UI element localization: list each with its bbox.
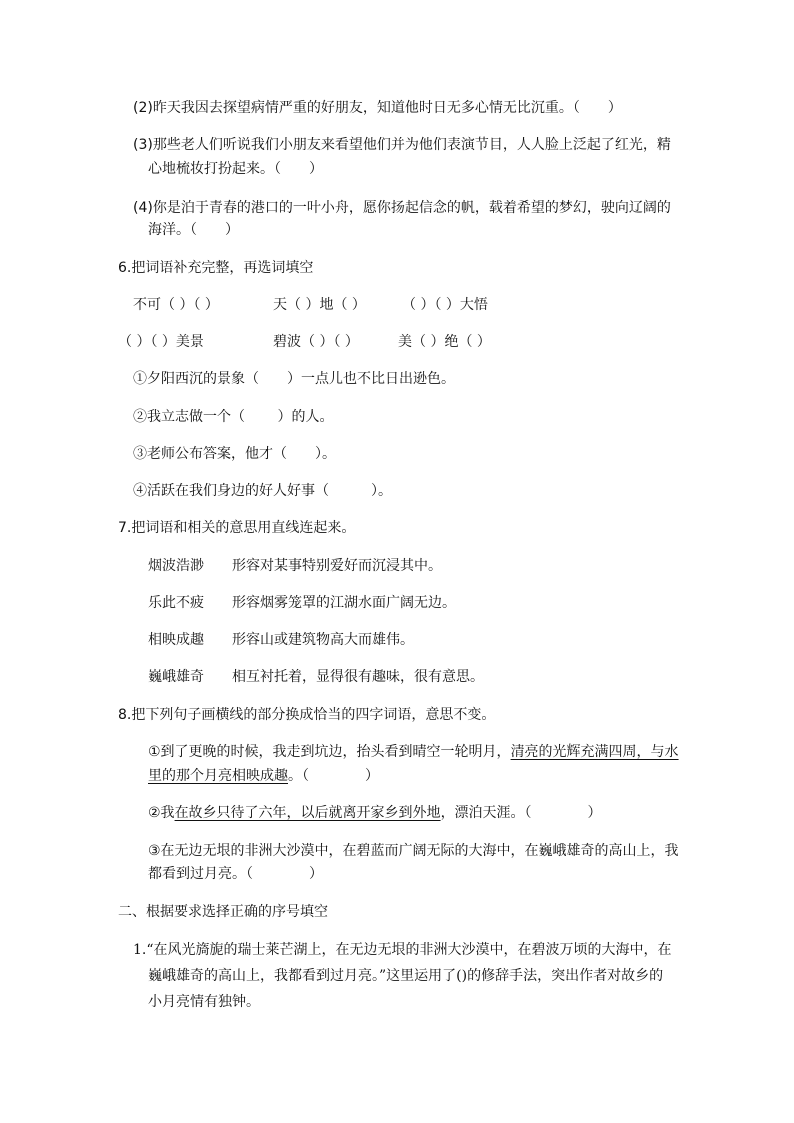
q6-blank-word-5: 碧波（ ）（ ） bbox=[273, 334, 359, 350]
q8-sentence-3-line2: 都看到过月亮。（ ） bbox=[148, 866, 323, 882]
q6-title: 6.把词语补充完整，再选词填空 bbox=[118, 260, 314, 276]
q7-meaning-2: 形容烟雾笼罩的江湖水面广阔无边。 bbox=[232, 595, 456, 611]
part2-q1-text-line2: 巍峨雄奇的高山上，我都看到过月亮。”这里运用了()的修辞手法，突出作者对故乡的 bbox=[148, 968, 664, 984]
q6-sentence-1: ①夕阳西沉的景象（ ）一点儿也不比日出逊色。 bbox=[133, 371, 455, 387]
q5-item-4-text-line1: 你是泊于青春的港口的一叶小舟，愿你扬起信念的帆，载着希望的梦幻，驶向辽阔的 bbox=[152, 200, 671, 216]
q7-word-1: 烟波浩渺 bbox=[148, 558, 204, 574]
q8-sentence-1-underlined-part1: 清亮的光辉充满四周，与水 bbox=[510, 744, 679, 760]
q6-blank-word-3: （ ）（ ）大悟 bbox=[402, 297, 488, 313]
q5-item-3-number: (3) bbox=[133, 137, 153, 153]
q7-word-4: 巍峨雄奇 bbox=[148, 669, 204, 685]
q8-sentence-2-underlined: 在故乡只待了六年，以后就离开家乡到外地 bbox=[174, 805, 441, 821]
q5-item-2-number: (2) bbox=[133, 100, 153, 116]
q5-item-4-number: (4) bbox=[133, 200, 153, 216]
q8-sentence-2 bbox=[148, 803, 602, 823]
q7-title: 7.把词语和相关的意思用直线连起来。 bbox=[118, 520, 356, 536]
q8-sentence-1-underlined-part2: 里的那个月亮相映成趣 bbox=[148, 768, 288, 784]
q7-word-2: 乐此不疲 bbox=[148, 595, 204, 611]
q6-blank-word-1: 不可（ ）（ ） bbox=[133, 297, 219, 313]
q6-sentence-2: ②我立志做一个（ ）的人。 bbox=[133, 409, 334, 425]
q6-blank-word-6: 美（ ）绝（ ） bbox=[398, 334, 491, 350]
q7-meaning-1: 形容对某事特别爱好而沉浸其中。 bbox=[232, 558, 442, 574]
part2-q1-text-line3: 小月亮情有独钟。 bbox=[148, 994, 260, 1010]
part2-q1-number: 1. bbox=[133, 942, 147, 958]
q6-blank-word-4: （ ）（ ）美景 bbox=[118, 334, 204, 350]
q8-sentence-3-line1: ③在无边无垠的非洲大沙漠中，在碧蓝而广阔无际的大海中，在巍峨雄奇的高山上，我 bbox=[148, 843, 679, 859]
q8-title: 8.把下列句子画横线的部分换成恰当的四字词语，意思不变。 bbox=[118, 707, 496, 723]
q6-blank-word-2: 天（ ）地（ ） bbox=[273, 297, 366, 313]
q8-sentence-1-prefix: ①到了更晚的时候，我走到坑边，抬头看到晴空一轮明月， bbox=[148, 744, 511, 760]
q8-sentence-1-line2 bbox=[148, 766, 379, 786]
q8-sentence-2-prefix: ②我 bbox=[148, 805, 175, 821]
q5-item-3-text-line2: 心地梳妆打扮起来。（ ） bbox=[148, 161, 323, 177]
q5-item-4 bbox=[133, 198, 671, 218]
q5-item-2 bbox=[133, 98, 622, 118]
part2-q1-text-line1: “在风光旖旎的瑞士莱芒湖上，在无边无垠的非洲大沙漠中，在碧波万顷的大海中，在 bbox=[146, 942, 672, 958]
q8-sentence-2-answer-blank: ，漂泊天涯。（ ） bbox=[440, 805, 602, 821]
q5-item-4-text-line2: 海洋。（ ） bbox=[148, 222, 239, 238]
q7-meaning-4: 相互衬托着，显得很有趣味，很有意思。 bbox=[232, 669, 484, 685]
q6-sentence-3: ③老师公布答案，他才（ ）。 bbox=[133, 446, 336, 462]
q5-item-3 bbox=[133, 135, 671, 155]
part2-q1-line1 bbox=[133, 940, 672, 960]
q6-sentence-4: ④活跃在我们身边的好人好事（ ）。 bbox=[133, 483, 392, 499]
section-2-heading: 二、根据要求选择正确的序号填空 bbox=[118, 904, 328, 920]
q7-meaning-3: 形容山或建筑物高大而雄伟。 bbox=[232, 632, 414, 648]
q5-item-3-text-line1: 那些老人们听说我们小朋友来看望他们并为他们表演节目，人人脸上泛起了红光，精 bbox=[152, 137, 671, 153]
q8-sentence-1-answer-blank: 。（ ） bbox=[288, 768, 379, 784]
q7-word-3: 相映成趣 bbox=[148, 632, 204, 648]
q8-sentence-1-line1 bbox=[148, 742, 679, 762]
q5-item-2-text: 昨天我因去探望病情严重的好朋友，知道他时日无多心情无比沉重。（ ） bbox=[152, 100, 622, 116]
